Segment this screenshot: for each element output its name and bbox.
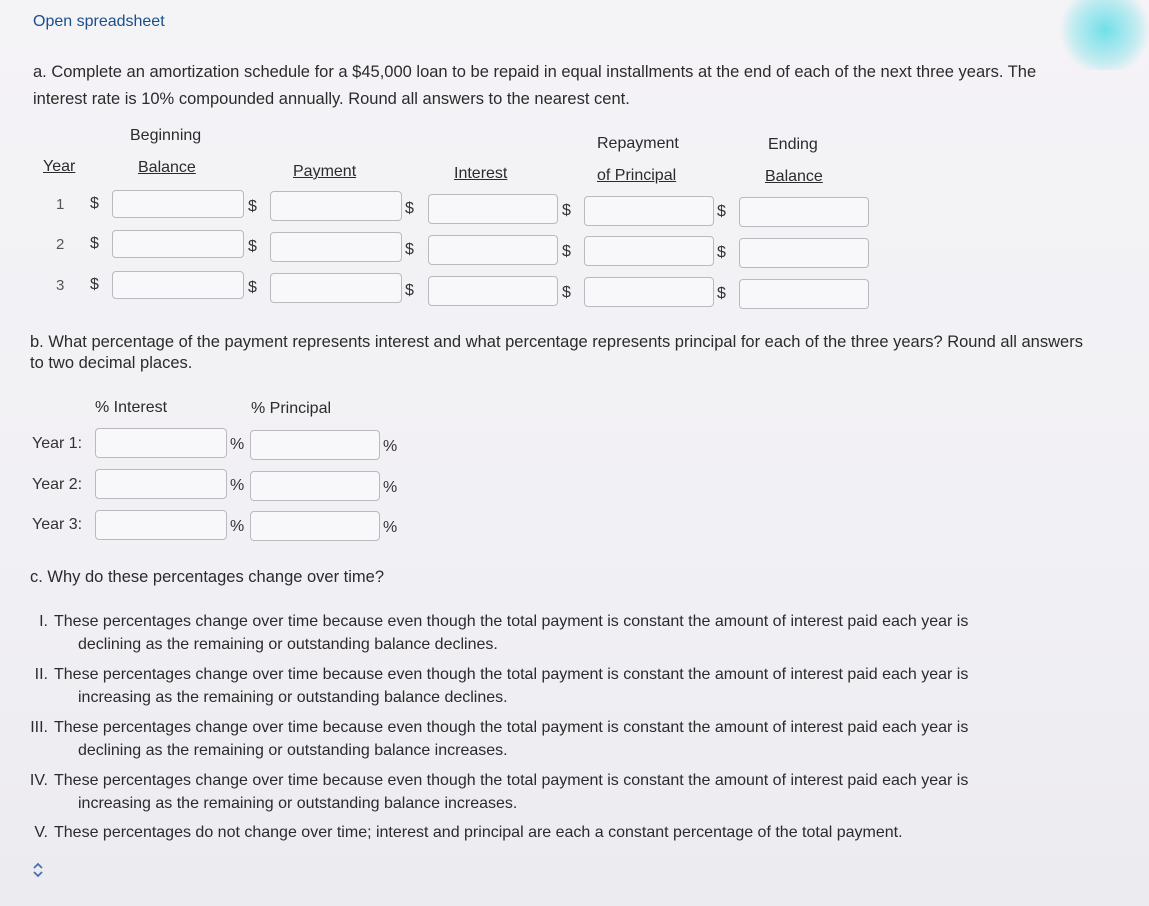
percent-sign: % [383,438,398,455]
percent-interest-input-year-3[interactable] [95,510,227,540]
answer-select-dropdown[interactable] [26,862,50,884]
ending-balance-input-year-2[interactable] [739,238,869,268]
dollar-sign: $ [248,198,257,215]
payment-input-year-3[interactable] [270,273,402,303]
dollar-sign: $ [90,195,99,212]
col-header-ending: Ending [768,136,818,153]
dollar-sign: $ [562,202,571,219]
option-numeral: V. [34,824,48,841]
col-header-of-principal: of Principal [597,167,677,184]
option-numeral: III. [30,719,48,736]
percent-interest-input-year-2[interactable] [95,469,227,499]
row-year-1: 1 [56,196,65,213]
option-text: These percentages change over time because even though the total payment is constant the amount of interest paid each year is [54,772,969,789]
part-b-question-line2: to two decimal places. [30,354,193,372]
percent-principal-input-year-2[interactable] [250,471,380,501]
beginning-balance-input-year-2[interactable] [112,230,244,258]
principal-input-year-2[interactable] [584,236,714,266]
option-numeral: IV. [29,772,48,789]
part-b-question-line1: b. What percentage of the payment represents interest and what percentage represents principal for each of the three years? Round all answers [30,333,1083,351]
percent-sign: % [383,479,398,496]
open-spreadsheet-link[interactable]: Open spreadsheet [33,13,165,30]
col-header-balance: Balance [138,159,196,176]
dollar-sign: $ [717,285,726,302]
ending-balance-input-year-3[interactable] [739,279,869,309]
option-i-continued: declining as the remaining or outstanding balance declines. [78,636,498,653]
dollar-sign: $ [562,243,571,260]
part-a-question-line2: interest rate is 10% compounded annually. Round all answers to the nearest cent. [33,90,630,108]
col-header-interest: Interest [454,165,508,182]
option-numeral: II. [34,666,48,683]
option-iv-continued: increasing as the remaining or outstanding balance increases. [78,795,518,812]
option-text: These percentages change over time because even though the total payment is constant the amount of interest paid each year is [54,613,969,630]
col-header-beginning: Beginning [130,127,202,144]
part-b-row-label-year-3: Year 3: [32,516,83,533]
percent-sign: % [230,518,245,535]
dollar-sign: $ [405,282,414,299]
up-down-chevron-icon [32,862,44,878]
principal-input-year-3[interactable] [584,277,714,307]
col-header-year: Year [43,158,76,175]
option-iii-continued: declining as the remaining or outstanding balance increases. [78,742,508,759]
dollar-sign: $ [717,203,726,220]
interest-input-year-3[interactable] [428,276,558,306]
interest-input-year-1[interactable] [428,194,558,224]
camera-glare [1060,0,1149,70]
beginning-balance-input-year-3[interactable] [112,271,244,299]
percent-sign: % [230,477,245,494]
part-c-question: c. Why do these percentages change over time? [30,568,385,586]
percent-principal-input-year-3[interactable] [250,511,380,541]
dollar-sign: $ [90,276,99,293]
dollar-sign: $ [248,238,257,255]
dollar-sign: $ [405,241,414,258]
col-header-percent-interest: % Interest [95,399,168,416]
col-header-percent-principal: % Principal [251,400,332,417]
dollar-sign: $ [405,200,414,217]
part-b-row-label-year-2: Year 2: [32,476,83,493]
percent-sign: % [230,436,245,453]
dollar-sign: $ [562,284,571,301]
col-header-payment: Payment [293,163,357,180]
percent-interest-input-year-1[interactable] [95,428,227,458]
payment-input-year-1[interactable] [270,191,402,221]
payment-input-year-2[interactable] [270,232,402,262]
beginning-balance-input-year-1[interactable] [112,190,244,218]
dollar-sign: $ [717,244,726,261]
option-text: These percentages change over time because even though the total payment is constant the amount of interest paid each year is [54,719,969,736]
ending-balance-input-year-1[interactable] [739,197,869,227]
option-numeral: I. [39,613,48,630]
option-v [20,820,903,846]
principal-input-year-1[interactable] [584,196,714,226]
percent-sign: % [383,519,398,536]
row-year-3: 3 [56,277,65,294]
part-a-question-line1: a. Complete an amortization schedule for a $45,000 loan to be repaid in equal installments at the end of each of the next three years. The [33,63,1037,81]
row-year-2: 2 [56,236,65,253]
percent-principal-input-year-1[interactable] [250,430,380,460]
option-ii-continued: increasing as the remaining or outstanding balance declines. [78,689,508,706]
col-header-ending-balance: Balance [765,168,823,185]
dollar-sign: $ [248,279,257,296]
interest-input-year-2[interactable] [428,235,558,265]
col-header-repayment: Repayment [597,135,679,152]
part-b-row-label-year-1: Year 1: [32,435,83,452]
option-text: These percentages do not change over time; interest and principal are each a constant percentage of the total payment. [54,824,903,841]
dollar-sign: $ [90,235,99,252]
option-text: These percentages change over time because even though the total payment is constant the amount of interest paid each year is [54,666,969,683]
